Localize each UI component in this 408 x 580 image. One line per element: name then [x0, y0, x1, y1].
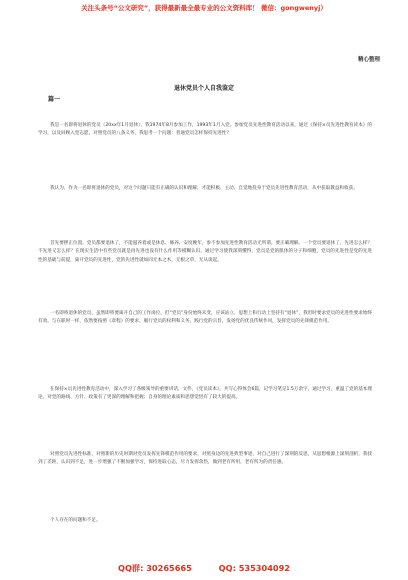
paragraph-3: 首先要摆正位置。党员都要退休了，不能滋养着或是休息、修养、安度晚年，参不参加先进性教育活动无所谓。要正确理解。一个党员要退休了，先进怎么样？不先进又怎么样？在现实生活中有些党员就是再先进也没有什么作用等模糊认识，通过学习使我深刻懂得，党员是党的肌体的分子和细胞，党员的先进性是党的先进性的基础与前提，离开党员的先进性，党的先进性就如同无本之木，无根之草，无从谈起。 [38, 241, 372, 263]
qq-number-text: QQ: 535304092 [218, 563, 290, 573]
banner-line: 关注头条号“公文研究”，获得最新最全最专业的公文资料库！ 微信：gongwenyj） [81, 4, 327, 12]
section-label: 篇一 [48, 96, 61, 103]
qq-group-text: QQ群: 30265665 [118, 563, 192, 573]
document-title: 退休党员个人自我鉴定 [173, 85, 234, 92]
paragraph-4: 一名即将退休的党员，虽然即将要离开自己的工作岗位，但“党员”身份始终未变，应该站立，思想上和行动上坚持有“退休”，我坦时要求党员的先进性要求始终有效。与在职时一样，依然要按照《章程》的要求，履行党员的权利和义务，践行党的宗旨，发扬党的优良传统作风，发挥党员的先锋模范作用。 [38, 311, 372, 325]
paragraph-5: 在保持×员先进性教育活动中，深入学习了各级领导的重要讲话，文件，《党员读本》，共写心得体会6篇，记学习笔记1.5万余字，通过学习，重温了党的基本理论，对党的路线、方针、政策有了更深的理解和把握；自身的理论素质和思想觉悟有了较大的提高。 [38, 387, 372, 401]
header-banner [0, 4, 408, 13]
footer-contact [0, 563, 408, 574]
right-tag: 精心整理 [357, 57, 380, 63]
paragraph-6: 对照党员先进性标准，对照新的历史时期对党员发挥先锋模范作用的要求，对照身边的先进典型事迹，对自己进行了深刻的反思，从思想根源上深刻剖析，我找到了差距，认识到不足，进一步增强了不断加强学习，保持进取心态，尽力发挥余热，做到老有所用，老有所为的责任感。 [38, 452, 372, 466]
paragraph-1: 我是一名即将退休的党员（20xx年1月退休），我1974年8月参加工作，1993年1月入党。参加党员先进性教育活动以来，通过《保持×员先进性教育读本》的学习，以及回顾入党志愿，对照党员的八条义务，我思考一个问题：普通党员怎样保持先进性？ [38, 123, 372, 137]
paragraph-7: 个人存在的问题和不足。 [50, 518, 101, 523]
paragraph-2: 我认为，作为一名即将退休的党员，对这个问题只能有正确的认识和理解，才能积极、主动、自觉地投身于党员先进性教育活动，从中获取教益和收获。 [50, 186, 358, 191]
